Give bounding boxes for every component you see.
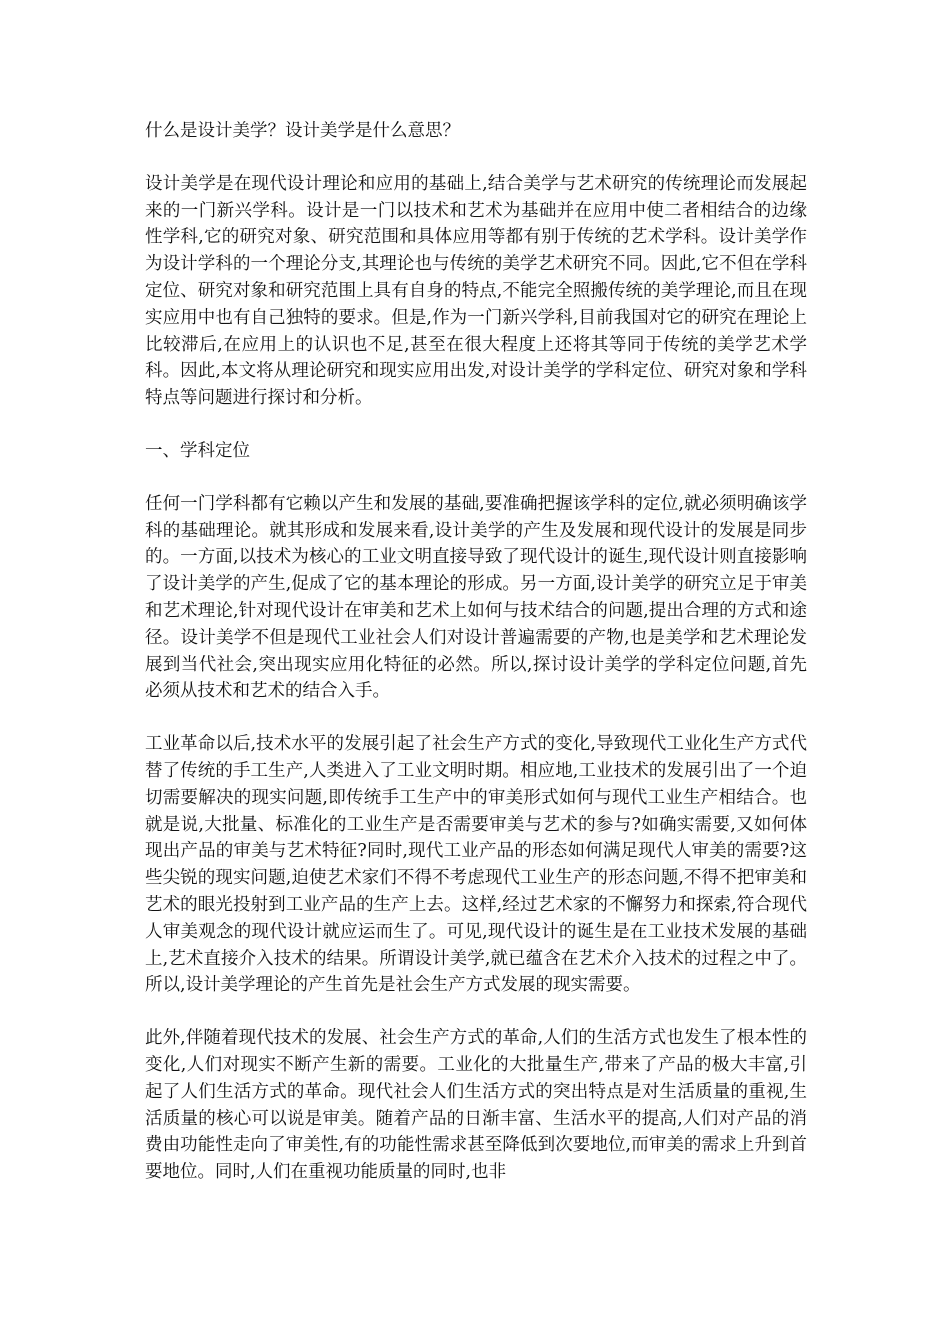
- body-paragraph: 工业革命以后,技术水平的发展引起了社会生产方式的变化,导致现代工业化生产方式代替了传统的手工生产,人类进入了工业文明时期。相应地,工业技术的发展引出了一个迫切需要解决的现实问题,即传统手工生产中的审美形式如何与现代工业生产相结合。也就是说,大批量、标准化的工业生产是否需要审美与艺术的参与?如确实需要,又如何体现出产品的审美与艺术特征?同时,现代工业产品的形态如何满足现代人审美的需要?这些尖锐的现实问题,迫使艺术家们不得不考虑现代工业生产的形态问题,不得不把审美和艺术的眼光投射到工业产品的生产上去。这样,经过艺术家的不懈努力和探索,符合现代人审美观念的现代设计就应运而生了。可见,现代设计的诞生是在工业技术发展的基础上,艺术直接介入技术的结果。所谓设计美学,就已蕴含在艺术介入技术的过程之中了。所以,设计美学理论的产生首先是社会生产方式发展的现实需要。: [145, 734, 807, 996]
- body-paragraph: 任何一门学科都有它赖以产生和发展的基础,要准确把握该学科的定位,就必须明确该学科的基础理论。就其形成和发展来看,设计美学的产生及发展和现代设计的发展是同步的。一方面,以技术为核心的工业文明直接导致了现代设计的诞生,现代设计则直接影响了设计美学的产生,促成了它的基本理论的形成。另一方面,设计美学的研究立足于审美和艺术理论,针对现代设计在审美和艺术上如何与技术结合的问题,提出合理的方式和途径。设计美学不但是现代工业社会人们对设计普遍需要的产物,也是美学和艺术理论发展到当代社会,突出现实应用化特征的必然。所以,探讨设计美学的学科定位问题,首先必须从技术和艺术的结合入手。: [145, 493, 807, 702]
- section-heading: 一、学科定位: [145, 440, 250, 461]
- body-paragraph: 此外,伴随着现代技术的发展、社会生产方式的革命,人们的生活方式也发生了根本性的变化,人们对现实不断产生新的需要。工业化的大批量生产,带来了产品的极大丰富,引起了人们生活方式的革命。现代社会人们生活方式的突出特点是对生活质量的重视,生活质量的核心可以说是审美。随着产品的日渐丰富、生活水平的提高,人们对产品的消费由功能性走向了审美性,有的功能性需求甚至降低到次要地位,而审美的需求上升到首要地位。同时,人们在重视功能质量的同时,也非: [145, 1028, 807, 1183]
- intro-paragraph: 设计美学是在现代设计理论和应用的基础上,结合美学与艺术研究的传统理论而发展起来的一门新兴学科。设计是一门以技术和艺术为基础并在应用中使二者相结合的边缘性学科,它的研究对象、研究范围和具体应用等都有别于传统的艺术学科。设计美学作为设计学科的一个理论分支,其理论也与传统的美学艺术研究不同。因此,它不但在学科定位、研究对象和研究范围上具有自身的特点,不能完全照搬传统的美学理论,而且在现实应用中也有自己独特的要求。但是,作为一门新兴学科,目前我国对它的研究在理论上比较滞后,在应用上的认识也不足,甚至在很大程度上还将其等同于传统的美学艺术学科。因此,本文将从理论研究和现实应用出发,对设计美学的学科定位、研究对象和学科特点等问题进行探讨和分析。: [145, 173, 807, 409]
- document-body: [145, 118, 807, 1212]
- document-title: 什么是设计美学？设计美学是什么意思？: [145, 121, 460, 141]
